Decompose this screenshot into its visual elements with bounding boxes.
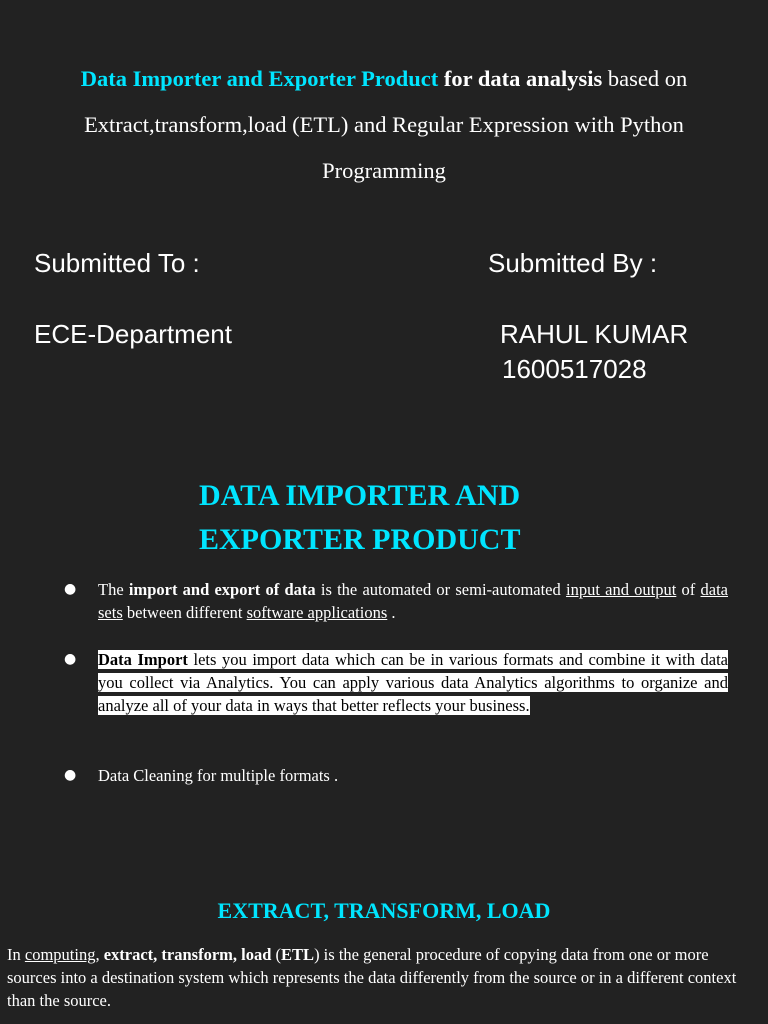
title-bold: for data analysis xyxy=(443,66,603,91)
bold-run: import and export of data xyxy=(128,580,316,599)
text-run: is the automated or semi-automated xyxy=(320,580,561,599)
etl-paragraph xyxy=(7,943,761,1012)
bullet-text-highlighted xyxy=(98,648,728,717)
link-software-applications[interactable]: software applications xyxy=(246,603,388,622)
link-computing[interactable]: computing xyxy=(24,945,96,964)
text-run: lets you import data which can be in various formats and combine it with data you collect via Analytics. You can apply various data Analytics algorithms to organize and analyze all of your data in ways that better reflects your business. xyxy=(98,650,729,715)
submitted-to-label: Submitted To : xyxy=(34,248,200,278)
bold-run: Data Import xyxy=(98,650,188,669)
section-heading-etl: EXTRACT, TRANSFORM, LOAD xyxy=(217,898,551,923)
heading-line-1: DATA IMPORTER AND xyxy=(199,479,521,512)
text-run: , xyxy=(95,945,100,964)
bullet-item xyxy=(64,578,728,624)
text-run: The xyxy=(98,580,124,599)
bullet-text: Data Cleaning for multiple formats . xyxy=(98,766,339,785)
bullet-icon: ● xyxy=(64,767,77,783)
title-rest: based on xyxy=(607,66,688,91)
text-run: In xyxy=(7,945,21,964)
title-line2: Extract,transform,load (ETL) and Regular Expression with Python xyxy=(84,112,684,137)
text-run: ) is the general procedure of copying data from one or more sources into a destination system which represents the data differently from the source or in a different context than the source. xyxy=(7,945,737,1010)
submitted-by-name: RAHUL KUMAR xyxy=(500,319,689,349)
title-highlight: Data Importer and Exporter Product xyxy=(80,66,439,91)
submitted-by-roll-number: 1600517028 xyxy=(502,354,647,384)
text-run: . xyxy=(391,603,396,622)
section-heading-importer xyxy=(199,474,619,562)
bold-run: ETL xyxy=(281,945,315,964)
link-input-and-output[interactable]: input and output xyxy=(565,580,677,599)
highlighted-run xyxy=(98,650,728,715)
text-run: ( xyxy=(275,945,282,964)
title-line3: Programming xyxy=(322,158,446,183)
bold-run: extract, transform, load xyxy=(103,945,272,964)
text-run: of xyxy=(681,580,696,599)
bullet-item xyxy=(64,648,728,717)
bullet-icon: ● xyxy=(64,581,77,597)
link-data-sets[interactable]: data sets xyxy=(98,580,728,622)
bullet-icon: ● xyxy=(64,651,77,667)
document-title xyxy=(30,56,738,194)
text-run: between different xyxy=(126,603,243,622)
submitted-by-label: Submitted By : xyxy=(488,248,658,278)
heading-line-2: EXPORTER PRODUCT xyxy=(199,523,521,556)
bullet-item xyxy=(64,764,728,787)
bullet-text xyxy=(98,578,728,624)
submitted-to-value: ECE-Department xyxy=(34,319,232,349)
